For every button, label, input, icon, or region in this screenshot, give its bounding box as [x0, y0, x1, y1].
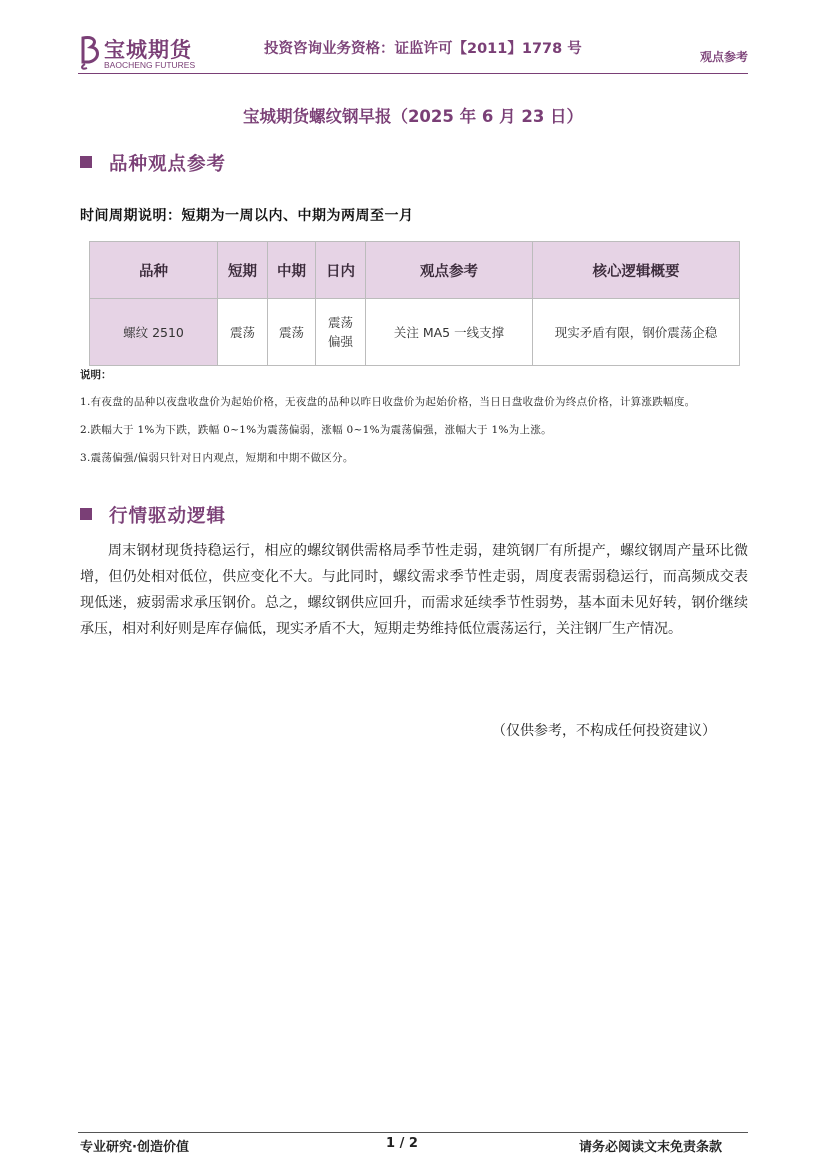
footer-disclaimer-link[interactable]: 请务必阅读文末免责条款 [578, 1140, 722, 1155]
qualification-text: 投资咨询业务资格：证监许可【2011】1778 号 [264, 41, 582, 57]
header-view: 观点参考 [366, 242, 533, 299]
cell-intraday-line1: 震荡 [327, 315, 353, 330]
period-note: 时间周期说明：短期为一周以内、中期为两周至一月 [80, 208, 414, 224]
cell-intraday-line2: 偏强 [327, 334, 353, 349]
cell-intraday [316, 299, 366, 366]
company-logo [78, 34, 218, 72]
footer-slogan: 专业研究·创造价值 [80, 1140, 189, 1155]
logo-english-name: BAOCHENG FUTURES [104, 60, 196, 70]
footer-divider [78, 1132, 748, 1133]
logo-chinese-name: 宝城期货 [104, 38, 192, 62]
notes-title: 说明： [80, 369, 112, 381]
page-header [78, 34, 748, 74]
note-item: 2.跌幅大于 1%为下跌，跌幅 0~1%为震荡偏弱，涨幅 0~1%为震荡偏强，涨幅大于 1%为上涨。 [80, 424, 552, 436]
market-driver-paragraph: 周末钢材现货持稳运行，相应的螺纹钢供需格局季节性走弱，建筑钢厂有所提产，螺纹钢周产量环比微增，但仍处相对低位，供应变化不大。与此同时，螺纹需求季节性走弱，周度表需弱稳运行，而高频成交表现低迷，疲弱需求承压钢价。总之，螺纹钢供应回升，而需求延续季节性弱势，基本面未见好转，钢价继续承压，相对利好则是库存偏低，现实矛盾不大，短期走势维持低位震荡运行，关注钢厂生产情况。 [80, 543, 748, 637]
section-title: 品种观点参考 [109, 154, 227, 175]
header-mid-term: 中期 [268, 242, 316, 299]
table-row [90, 299, 740, 366]
cell-variety: 螺纹 2510 [90, 299, 218, 366]
table-header-row [90, 242, 740, 299]
cell-mid-term: 震荡 [268, 299, 316, 366]
notes-block [80, 367, 746, 478]
header-core-logic: 核心逻辑概要 [533, 242, 740, 299]
page-number: 1 / 2 [386, 1136, 418, 1151]
document-title: 宝城期货螺纹钢早报（2025 年 6 月 23 日） [242, 107, 584, 126]
header-divider [78, 73, 748, 74]
section-title: 行情驱动逻辑 [109, 506, 227, 527]
note-item: 3.震荡偏强/偏弱只针对日内观点，短期和中期不做区分。 [80, 452, 354, 464]
note-item: 1.有夜盘的品种以夜盘收盘价为起始价格，无夜盘的品种以昨日收盘价为起始价格，当日日盘收盘价为终点价格，计算涨跌幅度。 [80, 396, 696, 408]
disclaimer-note: （仅供参考，不构成任何投资建议） [492, 723, 716, 739]
header-short-term: 短期 [218, 242, 268, 299]
cell-core-logic: 现实矛盾有限，钢价震荡企稳 [533, 299, 740, 366]
cell-short-term: 震荡 [218, 299, 268, 366]
logo-emblem-icon [78, 34, 104, 70]
cell-view: 关注 MA5 一线支撑 [366, 299, 533, 366]
section-bullet-icon [80, 508, 92, 520]
section-bullet-icon [80, 156, 92, 168]
header-intraday: 日内 [316, 242, 366, 299]
view-table [89, 241, 740, 366]
header-section-label: 观点参考 [699, 50, 748, 64]
header-variety: 品种 [90, 242, 218, 299]
